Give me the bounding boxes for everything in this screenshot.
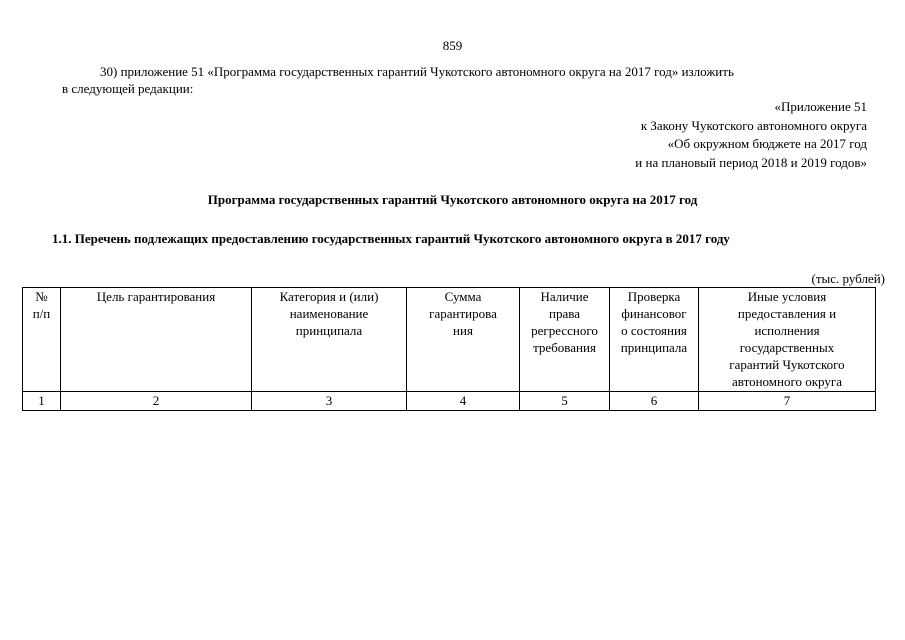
intro-line: 30) приложение 51 «Программа государственных гарантий Чукотского автономного округа на 2017 год» изложить [100, 64, 734, 79]
column-header-line: автономного округа [732, 374, 842, 389]
column-header [61, 288, 252, 392]
column-header-line: наименование [289, 306, 369, 321]
column-header-line: предоставления и [737, 306, 837, 321]
column-header-line: ния [453, 323, 473, 338]
document-title: Программа государственных гарантий Чукотского автономного округа на 2017 год [207, 192, 698, 207]
intro-line: в следующей редакции: [62, 81, 194, 96]
column-number-cell: 6 [610, 392, 699, 411]
column-number-row [23, 392, 876, 411]
column-header-line: права [549, 306, 580, 321]
column-header-line: Наличие [540, 289, 589, 304]
intro-paragraph [62, 63, 862, 97]
column-header [407, 288, 520, 392]
column-header [520, 288, 610, 392]
column-header [23, 288, 61, 392]
column-header-line: гарантий Чукотского [729, 357, 845, 372]
column-header-line: финансовог [621, 306, 687, 321]
column-number-cell: 7 [699, 392, 876, 411]
column-header-line: принципала [620, 340, 688, 355]
annex-line: к Закону Чукотского автономного округа [640, 117, 867, 133]
column-header-line: государственных [739, 340, 835, 355]
column-header-line: принципала [295, 323, 363, 338]
column-header-line: п/п [32, 306, 51, 321]
annex-reference [635, 98, 867, 172]
column-header [252, 288, 407, 392]
column-header-line: № [35, 289, 48, 304]
column-header-line: исполнения [754, 323, 820, 338]
column-header-line: Сумма [444, 289, 482, 304]
annex-line: и на плановый период 2018 и 2019 годов» [635, 154, 867, 170]
header-row [23, 288, 876, 392]
column-number-cell: 1 [23, 392, 61, 411]
column-number-cell: 5 [520, 392, 610, 411]
column-number-cell: 2 [61, 392, 252, 411]
annex-line: «Приложение 51 [774, 99, 867, 114]
section-title: 1.1. Перечень подлежащих предоставлению государственных гарантий Чукотского автономного округа в 2017 году [52, 231, 730, 246]
guarantees-table [22, 287, 876, 411]
column-header-line: Цель гарантирования [96, 289, 216, 304]
column-header-line: регрессного [531, 323, 598, 338]
units-label: (тыс. рублей) [811, 271, 885, 286]
column-header [610, 288, 699, 392]
column-header [699, 288, 876, 392]
column-header-line: Категория и (или) [279, 289, 379, 304]
column-number-cell: 4 [407, 392, 520, 411]
column-header-line: гарантирова [429, 306, 497, 321]
column-header-line: Проверка [627, 289, 681, 304]
column-header-line: о состояния [621, 323, 687, 338]
column-number-cell: 3 [252, 392, 407, 411]
page-number: 859 [442, 38, 463, 53]
column-header-line: требования [533, 340, 596, 355]
column-header-line: Иные условия [747, 289, 827, 304]
annex-line: «Об окружном бюджете на 2017 год [667, 136, 867, 151]
